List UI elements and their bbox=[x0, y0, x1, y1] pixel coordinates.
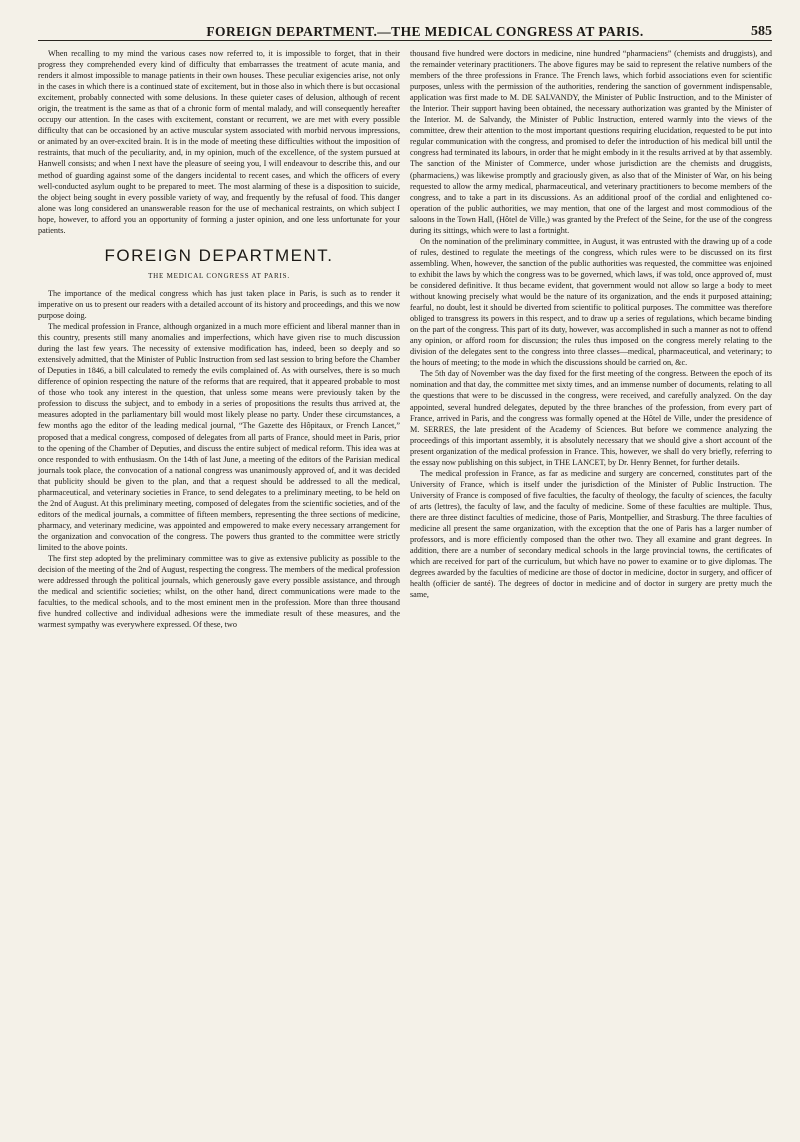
page-header bbox=[38, 18, 772, 41]
left-column bbox=[38, 48, 400, 630]
department-title: FOREIGN DEPARTMENT. bbox=[104, 245, 334, 265]
page-number: 585 bbox=[751, 24, 772, 39]
paragraph: The medical profession in France, although organized in a much more efficient and liberal manner than in this country, presents still many anomalies and imperfections, which have given rise to much discussion during the last few years. The necessity of extensive modification has, indeed, been so deeply and so extensively admitted, that the Minister of Public Instruction from sed last session to bring before the Chamber of Deputies in 1846, a bill calculated to remedy the evils complained of. As with ourselves, there is so much difference of opinion respecting the nature of the reforms that are required, that it appeared probable to most of those who took any interest in the question, that unless some means were previously taken by the profession to discuss the subject, and to embody in a series of propositions the results thus arrived at, the measures adopted in the parliamentary bill would most likely please no party. Under these circumstances, a few months ago the editor of the leading medical journal, “The Gazette des Hôpitaux, or French Lancet,” proposed that a medical congress, composed of delegates from all parts of France, should meet in Paris, prior to the opening of the Chamber of Deputies, and discuss the entire subject of medical reform. This idea was at once responded to with enthusiasm. On the 14th of last June, a meeting of the editors of the Parisian medical journals took place, the convocation of a national congress was unanimously approved of, and it was decided that publicity should be given to the plan, and that a request should be addressed to all the medical, pharmaceutical, and veterinary societies in France, to send delegates to a preliminary meeting, to be held on the 2nd of August. At this preliminary meeting, composed of delegates from the scientific societies, and of the editors of the medical journals, a committee of fifteen members, representing the three sections of medicine, pharmacy, and veterinary medicine, was appointed and empowered to make every necessary arrangement for the organization and convocation of the congress. The powers thus granted to the committee were strictly limited to the above points. bbox=[38, 322, 400, 552]
paragraph: When recalling to my mind the various cases now referred to, it is impossible to forget, that in their progress they comprehended every kind of difficulty that embarrasses the treatment of acute mania, and renders it almost impossible to manage patients in their own houses. These peculiar exigencies arise, not only in the cases in which there is a continued state of excitement, but in those also in which there is but occasional excitement, probably connected with some delusions. In these quieter cases of delusion, although of recent origin, the treatment is the same as that of a chronic form of mental malady, and will consequently hereafter occupy our attention. In the cases with excitement, constant or recurrent, we are met with every possible difficulty that can be occasioned by an active muscular system associated with morbid nervous impressions, or animated by an over-excited brain. It is in the mode of meeting these difficulties without the imposition of restraints, that much of the peculiarity, and, in my opinion, much of the excellence, of the system pursued at Hanwell consists; and when I next have the pleasure of seeing you, I will endeavour to describe this, and our method of guarding against some of the dangers incidental to recent cases, and which the officers of every well-conducted asylum ought to be prepared to meet. The most alarming of these is a disposition to suicide, the object being sought in every possible variety of way, and frequently by the refusal of food. This danger alone was long considered an unanswerable reason for the use of mechanical restraints, on which subject I hope, however, to afford you an opportunity of forming a juster opinion, and one less unfortunate for your patients. bbox=[38, 49, 400, 235]
paragraph: The medical profession in France, as far as medicine and surgery are concerned, constitutes part of the University of France, which is itself under the jurisdiction of the Minister of Public Instruction. The University of France is composed of five faculties, the faculty of theology, the faculty of sciences, the faculty of arts (lettres), the faculty of law, and the faculty of medicine. Some of these faculties are multiple. Thus, there are three distinct faculties of medicine, those of Paris, Montpellier, and Strasburg. The three faculties of medicine all present the same organization, with the exception that the one of Paris has a larger number of professors, and is more efficiently composed than the other two. They all examine and grant degrees. In addition, there are a number of secondary medical schools in the large provincial towns, the certificates of which are received for part of the curriculum, but which have no power to examine or to give diplomas. The degrees awarded by the faculties of medicine are those of doctor in medicine, doctor in surgery, and officer of health (officier de santé). The degrees of doctor in medicine and of doctor in surgery are pretty much the same, bbox=[410, 468, 772, 600]
paragraph: The 5th day of November was the day fixed for the first meeting of the congress. Between the epoch of its nomination and that day, the committee met sixty times, and an immense number of documents, relating to all the questions that were to be discussed in the congress, were received, and carefully analyzed. On the day appointed, several hundred delegates, deputed by the three branches of the profession, from every part of France, arrived in Paris, and the congress was formally opened at the Hôtel de Ville, under the presidence of M. SERRES, the late president of the Academy of Sciences. But before we commence analyzing the proceedings of this important assembly, it is absolutely necessary that we should give a short account of the present organization of the medical profession in France. This, however, we shall do very briefly, referring to the essay now publishing on this subject, in THE LANCET, by Dr. Henry Bennet, for further details. bbox=[410, 369, 772, 467]
right-column bbox=[410, 48, 772, 600]
running-title: FOREIGN DEPARTMENT.—THE MEDICAL CONGRESS AT PARIS. bbox=[206, 24, 644, 39]
paragraph: The first step adopted by the preliminary committee was to give as extensive publicity as possible to the decision of the meeting of the 2nd of August, respecting the congress. The members of the medical profession were addressed through the political journals, which generously gave every possible assistance, and through the medical and scientific societies; whilst, on the other hand, direct communications were made to the faculties, to the medical schools, and to the most eminent men in the profession. More than three thousand five hundred collective and individual adhesions were the immediate result of these measures, and the warmest sympathy was everywhere expressed. Of these, two bbox=[38, 554, 400, 630]
article-subhead: THE MEDICAL CONGRESS AT PARIS. bbox=[148, 271, 290, 280]
paragraph: On the nomination of the preliminary committee, in August, it was entrusted with the drawing up of a code of rules, destined to regulate the meetings of the congress, which rules were to be discussed on its first assembling. When, however, the sanction of the public authorities was requested, the committee was enjoined to exhibit the laws by which the congress was to be governed, which laws, if was told, once approved of, must be considered definitive. It thus became evident, that government would not allow so large a body to meet without knowing precisely what would be the nature of its organization, and the ends it purposed attaining; fearful, no doubt, lest it should be diverted from scientific to political purposes. The committee was therefore obliged to transgress its powers in this respect, and to draw up a series of regulations, which became binding on the part of the congress. This part of its duty, however, was accomplished in such a manner as not to offend any opinion, or afford room for discussion; the rules thus imposed on the congress merely relating to the division of the delegates sent to the congress into three classes—medical, pharmaceutical, and veterinary; to the hours of meeting; to the mode in which the discussions should be carried on, &c. bbox=[410, 236, 772, 368]
paragraph: thousand five hundred were doctors in medicine, nine hundred “pharmaciens” (chemists and druggists), and the remainder veterinary practitioners. The above figures may be said to represent the relative numbers of the members of the three professions in France. The French laws, which forbid associations even for scientific purposes, unless with the permission of the authorities, rendering the sanction of government indispensable, application was first made to M. DE SALVANDY, the Minister of Public Instruction, and to the Minister of the Interior. Their support having been obtained, the necessary authorization was granted by the Minister of the Interior. M. de Salvandy, the Minister of Public Instruction, entered warmly into the views of the committee, drew their attention to the most important questions requiring elucidation, requested to be put into regular communication with the congress, and promised to defer the introduction of his medical bill until the congress had terminated its labours, in order that he might embody in it the results arrived at by that assembly. The sanction of the Minister of Commerce, under whose jurisdiction are the chemists and druggists, (pharmaciens,) was likewise promptly and graciously given, as also that of the Minister of War, on his being requested to allow the army medical, pharmaceutical, and veterinary practitioners to become members of the congress, and to take a part in its discussions. As an additional proof of the cordial and enlightened co-operation of the public authorities, we may mention, that one of the largest and most commodious of the saloons in the Town Hall, (Hôtel de Ville,) was granted by the Prefect of the Seine, for the use of the congress during its sittings, which were to last a fortnight. bbox=[410, 49, 772, 235]
paragraph: The importance of the medical congress which has just taken place in Paris, is such as to render it imperative on us to present our readers with a detailed account of its history and proceedings, and this we now purpose doing. bbox=[38, 288, 400, 320]
